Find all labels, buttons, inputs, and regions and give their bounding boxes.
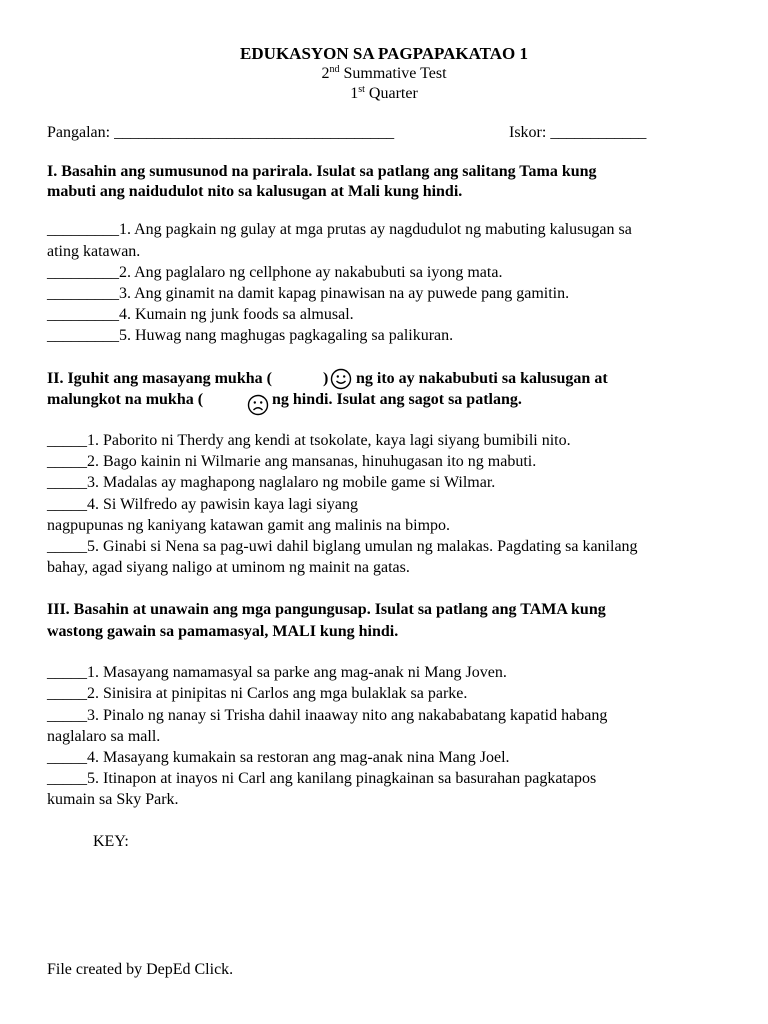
section2-heading-line2-start: malungkot na mukha ( — [47, 391, 204, 408]
section3-item: _____2. Sinisira at pinipitas ni Carlos ang mga bulaklak sa parke. — [47, 685, 468, 702]
section1-item: _________1. Ang pagkain ng gulay at mga prutas ay nagdudulot ng mabuting kalusugan sa — [47, 221, 632, 238]
section3-item: _____5. Itinapon at inayos ni Carl ang kanilang pinagkainan sa basurahan pagkatapos — [47, 770, 597, 787]
section2-item: _____1. Paborito ni Therdy ang kendi at tsokolate, kaya lagi siyang bumibili nito. — [47, 432, 571, 449]
section3-item: _____3. Pinalo ng nanay si Trisha dahil inaaway nito ang nakababatang kapatid habang — [47, 707, 608, 724]
section2-item: bahay, agad siyang naligo at uminom ng mainit na gatas. — [47, 559, 410, 576]
section1-item: ating katawan. — [47, 243, 141, 260]
name-field: Pangalan: ___________________________________ — [47, 124, 395, 141]
footer-credit: File created by DepEd Click. — [47, 961, 234, 978]
section1-item: _________2. Ang paglalaro ng cellphone ay nakabubuti sa iyong mata. — [47, 264, 503, 281]
section2-item: _____5. Ginabi si Nena sa pag-uwi dahil biglang umulan ng malakas. Pagdating sa kanilang — [47, 538, 638, 555]
section3-heading-line2: wastong gawain sa pamamasyal, MALI kung hindi. — [47, 623, 399, 640]
quarter-subtitle: 1st Quarter — [350, 84, 418, 102]
test-subtitle: 2nd Summative Test — [321, 64, 447, 82]
section2-heading-line1-start: II. Iguhit ang masayang mukha ( — [47, 370, 272, 387]
section3-item: _____4. Masayang kumakain sa restoran ang mag-anak nina Mang Joel. — [47, 749, 510, 766]
section2-item: _____2. Bago kainin ni Wilmarie ang mansanas, hinuhugasan ito ng mabuti. — [47, 453, 537, 470]
section1-heading-line2: mabuti ang naidudulot nito sa kalusugan at Mali kung hindi. — [47, 183, 463, 200]
section2-heading-line1-paren: ) — [323, 370, 329, 387]
answer-key-label: KEY: — [93, 833, 129, 850]
section3-heading-line1: III. Basahin at unawain ang mga pangungusap. Isulat sa patlang ang TAMA kung — [47, 601, 606, 618]
section3-item: _____1. Masayang namamasyal sa parke ang mag-anak ni Mang Joven. — [47, 664, 507, 681]
section2-heading-line1-end: ng ito ay nakabubuti sa kalusugan at — [356, 370, 608, 387]
smiley-face-icon — [330, 368, 352, 390]
section3-item: naglalaro sa mall. — [47, 728, 161, 745]
section1-heading-line1: I. Basahin ang sumusunod na parirala. Isulat sa patlang ang salitang Tama kung — [47, 163, 597, 180]
section2-heading-line2-end: ng hindi. Isulat ang sagot sa patlang. — [272, 391, 522, 408]
section1-item: _________3. Ang ginamit na damit kapag pinawisan na ay puwede pang gamitin. — [47, 285, 570, 302]
section1-item: _________4. Kumain ng junk foods sa almusal. — [47, 306, 354, 323]
section2-item: nagpupunas ng kaniyang katawan gamit ang malinis na bimpo. — [47, 517, 451, 534]
score-field: Iskor: ____________ — [509, 124, 647, 141]
document-title: EDUKASYON SA PAGPAPAKATAO 1 — [240, 44, 528, 63]
section3-item: kumain sa Sky Park. — [47, 791, 179, 808]
section2-item: _____3. Madalas ay maghapong naglalaro ng mobile game si Wilmar. — [47, 474, 496, 491]
section1-item: _________5. Huwag nang maghugas pagkagaling sa palikuran. — [47, 327, 454, 344]
section2-item: _____4. Si Wilfredo ay pawisin kaya lagi siyang — [47, 496, 359, 513]
sad-face-icon — [247, 394, 269, 416]
